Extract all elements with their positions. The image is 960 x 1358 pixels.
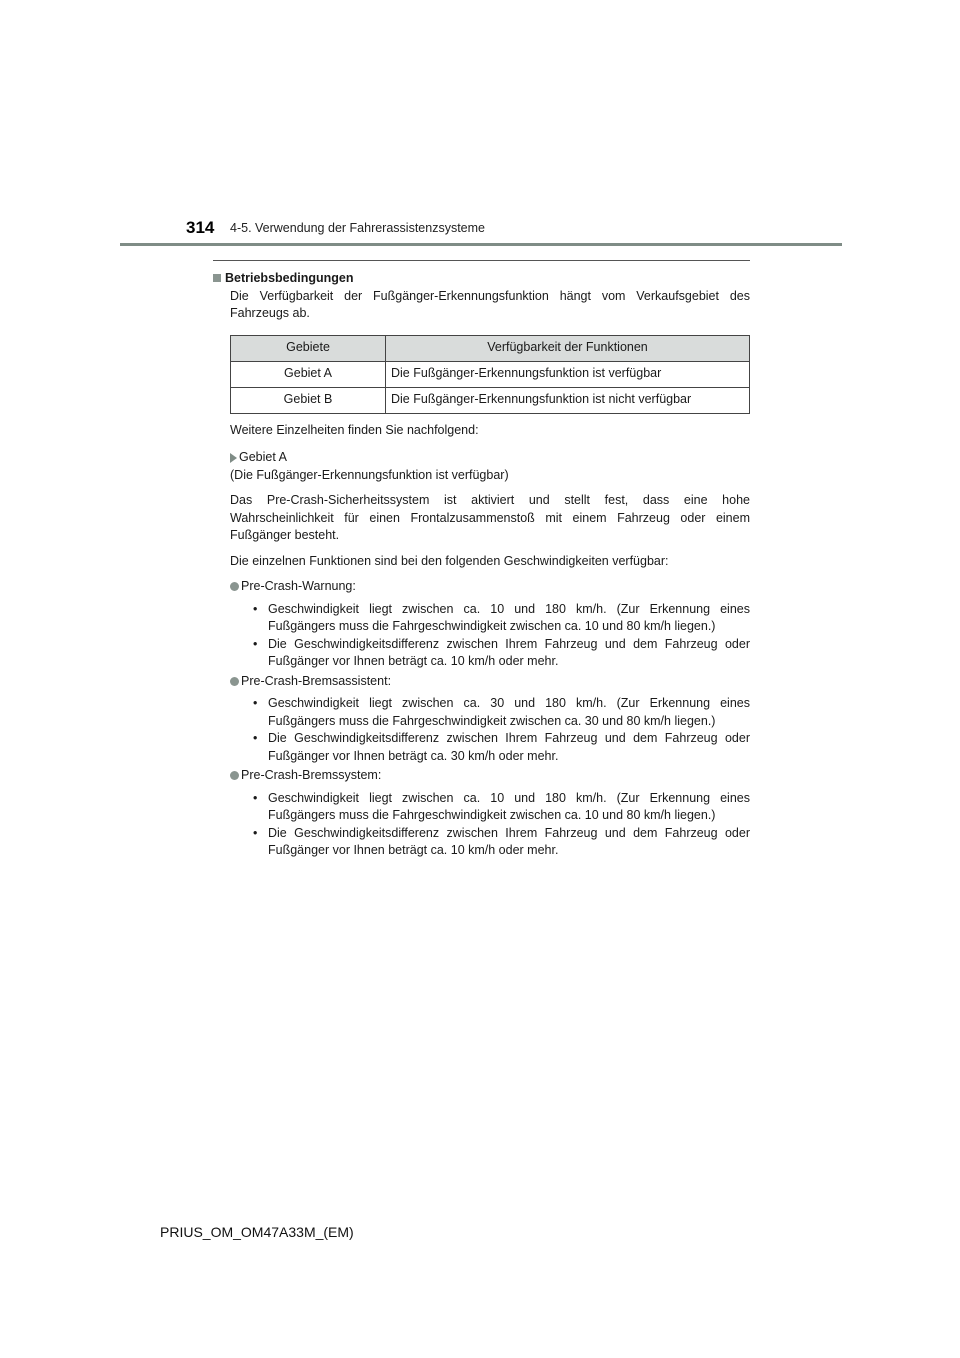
arrow-item-title: Gebiet A [239, 450, 287, 464]
description-paragraph: Das Pre-Crash-Sicherheitssystem ist aktiviert und stellt fest, dass eine hohe Wahrscheinlichkeit für einen Frontalzusammenstoß mit einem Fahrzeug oder einem Fußgänger besteht. [230, 493, 750, 542]
table-header-cell: Verfügbarkeit der Funktionen [386, 335, 750, 361]
arrow-list-item [230, 449, 750, 467]
bullet-text: Die Geschwindigkeitsdifferenz zwischen Ihrem Fahrzeug und dem Fahrzeug oder Fußgänger vor Ihnen beträgt ca. 30 km/h oder mehr. [268, 731, 750, 763]
function-item [230, 673, 750, 691]
list-item [251, 730, 750, 765]
bullet-text: Die Geschwindigkeitsdifferenz zwischen Ihrem Fahrzeug und dem Fahrzeug oder Fußgänger vor Ihnen beträgt ca. 10 km/h oder mehr. [268, 636, 750, 668]
functions-intro: Die einzelnen Funktionen sind bei den folgenden Geschwindigkeiten verfügbar: [230, 553, 669, 568]
function-name: Pre-Crash-Bremssystem: [241, 768, 382, 782]
bullet-text: Die Geschwindigkeitsdifferenz zwischen Ihrem Fahrzeug und dem Fahrzeug oder Fußgänger vor Ihnen beträgt ca. 10 km/h oder mehr. [268, 825, 750, 857]
sub-heading [213, 270, 750, 288]
section-title: 4-5. Verwendung der Fahrerassistenzsysteme [230, 221, 485, 235]
header-rule [120, 243, 842, 246]
details-intro: Weitere Einzelheiten finden Sie nachfolgend: [230, 422, 479, 437]
function-item [230, 578, 750, 596]
details-block [230, 414, 750, 860]
list-item [251, 601, 750, 636]
arrow-item-subtitle: (Die Fußgänger-Erkennungsfunktion ist verfügbar) [230, 467, 509, 482]
list-item [251, 790, 750, 825]
footer-doc-code: PRIUS_OM_OM47A33M_(EM) [160, 1224, 354, 1240]
section-divider [213, 260, 750, 261]
bullet-glyph: • [253, 731, 258, 745]
table-row [231, 361, 750, 387]
table-header-cell: Gebiete [231, 335, 386, 361]
triangle-arrow-icon [230, 453, 237, 463]
sub-heading-text: Betriebsbedingungen [225, 271, 354, 285]
function-name: Pre-Crash-Bremsassistent: [241, 673, 392, 688]
function-name: Pre-Crash-Warnung: [241, 579, 356, 593]
bullet-glyph: • [253, 636, 258, 651]
bullet-glyph: • [253, 601, 258, 616]
intro-block [230, 288, 750, 323]
bullet-text: Geschwindigkeit liegt zwischen ca. 10 und 180 km/h. (Zur Erkennung eines Fußgängers muss die Fahrgeschwindigkeit zwischen ca. 10 und 80 km/h liegen.) [268, 790, 750, 822]
list-item [251, 825, 750, 860]
function-bullets [230, 601, 750, 671]
table-cell: Die Fußgänger-Erkennungsfunktion ist nicht verfügbar [386, 387, 750, 413]
page-number: 314 [186, 218, 215, 237]
circle-bullet-icon [230, 771, 239, 780]
table-header-row [231, 335, 750, 361]
table-cell: Gebiet A [231, 361, 386, 387]
bullet-text: Geschwindigkeit liegt zwischen ca. 10 und 180 km/h. (Zur Erkennung eines Fußgängers muss die Fahrgeschwindigkeit zwischen ca. 10 und 80 km/h liegen.) [268, 601, 750, 633]
function-bullets [230, 790, 750, 860]
table-cell: Gebiet B [231, 387, 386, 413]
intro-paragraph: Die Verfügbarkeit der Fußgänger-Erkennungsfunktion hängt vom Verkaufsgebiet des Fahrzeugs ab. [230, 288, 750, 320]
function-item [230, 767, 750, 785]
circle-bullet-icon [230, 677, 239, 686]
circle-bullet-icon [230, 582, 239, 591]
bullet-text: Geschwindigkeit liegt zwischen ca. 30 und 180 km/h. (Zur Erkennung eines Fußgängers muss die Fahrgeschwindigkeit zwischen ca. 30 und 80 km/h liegen.) [268, 696, 750, 728]
function-bullets [230, 695, 750, 765]
list-item [251, 695, 750, 730]
main-content [213, 261, 750, 860]
bullet-glyph: • [253, 696, 258, 710]
bullet-glyph: • [253, 825, 258, 840]
table-cell: Die Fußgänger-Erkennungsfunktion ist verfügbar [386, 361, 750, 387]
list-item [251, 636, 750, 671]
table-row [231, 387, 750, 413]
bullet-glyph: • [253, 790, 258, 805]
availability-table [230, 335, 750, 414]
square-marker-icon [213, 274, 221, 282]
